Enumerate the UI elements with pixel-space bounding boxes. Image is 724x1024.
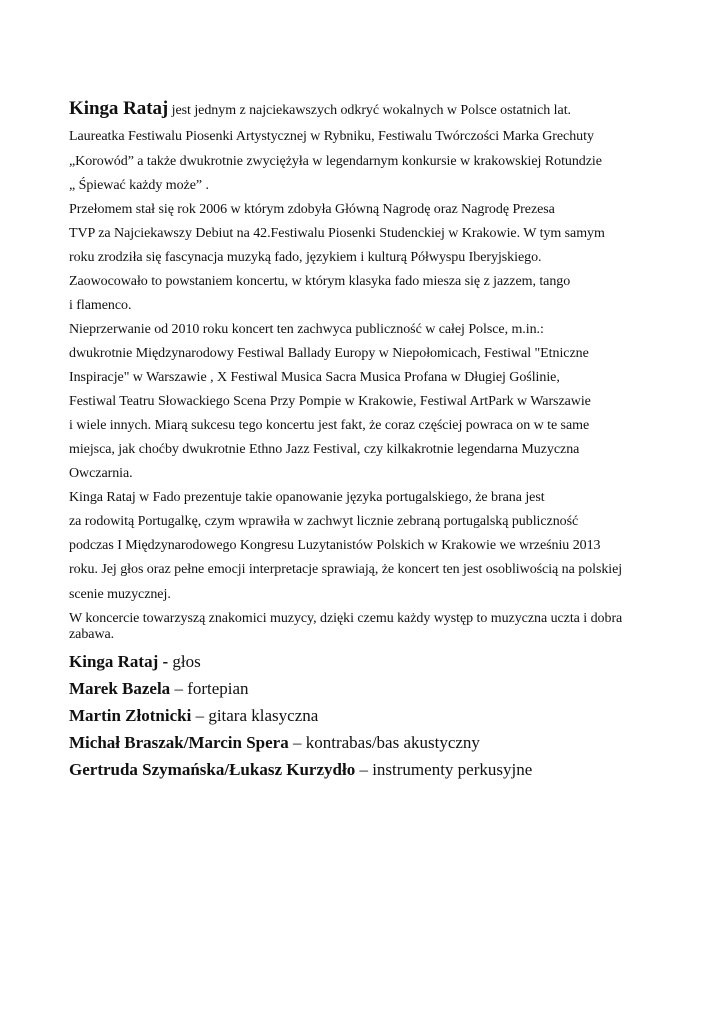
body-line: Owczarnia. bbox=[69, 466, 133, 481]
intro-line bbox=[69, 98, 571, 119]
body-line: i flamenco. bbox=[69, 298, 132, 313]
body-line: zabawa. bbox=[69, 627, 115, 642]
musician-role: – fortepian bbox=[170, 679, 249, 698]
musician-line bbox=[69, 760, 532, 780]
body-line: dwukrotnie Międzynarodowy Festiwal Ballady Europy w Niepołomicach, Festiwal "Etniczne bbox=[69, 346, 589, 361]
body-line: scenie muzycznej. bbox=[69, 587, 171, 602]
musician-name: Gertruda Szymańska/Łukasz Kurzydło bbox=[69, 760, 356, 779]
body-line: TVP za Najciekawszy Debiut na 42.Festiwalu Piosenki Studenckiej w Krakowie. W tym samym bbox=[69, 226, 605, 241]
body-line: podczas I Międzynarodowego Kongresu Luzytanistów Polskich w Krakowie we wrześniu 2013 bbox=[69, 538, 601, 553]
musician-line bbox=[69, 733, 480, 753]
body-line: Kinga Rataj w Fado prezentuje takie opanowanie języka portugalskiego, że brana jest bbox=[69, 490, 545, 505]
body-line: Inspiracje" w Warszawie , X Festiwal Musica Sacra Musica Profana w Długiej Goślinie, bbox=[69, 370, 560, 385]
musician-line bbox=[69, 706, 318, 726]
body-line: „ Śpiewać każdy może” . bbox=[69, 178, 209, 193]
body-line: miejsca, jak choćby dwukrotnie Ethno Jazz Festival, czy kilkakrotnie legendarna Muzyczna bbox=[69, 442, 580, 457]
body-line: „Korowód” a także dwukrotnie zwyciężyła w legendarnym konkursie w krakowskiej Rotundzie bbox=[69, 154, 602, 169]
body-line: roku. Jej głos oraz pełne emocji interpretacje sprawiają, że koncert ten jest osobliwością na polskiej bbox=[69, 562, 623, 577]
musician-role: głos bbox=[168, 652, 201, 671]
body-line: roku zrodziła się fascynacja muzyką fado, językiem i kulturą Półwyspu Iberyjskiego. bbox=[69, 250, 542, 265]
musician-role: – gitara klasyczna bbox=[191, 706, 319, 725]
musician-role: – instrumenty perkusyjne bbox=[355, 760, 533, 779]
artist-name: Kinga Rataj bbox=[69, 98, 169, 119]
body-line: W koncercie towarzyszą znakomici muzycy, dzięki czemu każdy występ to muzyczna uczta i dobra bbox=[69, 611, 623, 626]
musician-line bbox=[69, 652, 201, 672]
musician-name: Kinga Rataj - bbox=[69, 652, 169, 671]
body-line: Zaowocowało to powstaniem koncertu, w którym klasyka fado miesza się z jazzem, tango bbox=[69, 274, 571, 289]
body-line: za rodowitą Portugalkę, czym wprawiła w zachwyt licznie zebraną portugalską publiczność bbox=[69, 514, 579, 529]
body-line: i wiele innych. Miarą sukcesu tego koncertu jest fakt, że coraz częściej powraca on w te same bbox=[69, 418, 590, 433]
body-line: Nieprzerwanie od 2010 roku koncert ten zachwyca publiczność w całej Polsce, m.in.: bbox=[69, 322, 544, 337]
body-line: Laureatka Festiwalu Piosenki Artystycznej w Rybniku, Festiwalu Twórczości Marka Grechuty bbox=[69, 129, 594, 144]
body-line: Przełomem stał się rok 2006 w którym zdobyła Główną Nagrodę oraz Nagrodę Prezesa bbox=[69, 202, 555, 217]
intro-text: jest jednym z najciekawszych odkryć wokalnych w Polsce ostatnich lat. bbox=[168, 103, 571, 118]
musician-name: Martin Złotnicki bbox=[69, 706, 192, 725]
musician-line bbox=[69, 679, 249, 699]
musician-name: Michał Braszak/Marcin Spera bbox=[69, 733, 289, 752]
body-line: Festiwal Teatru Słowackiego Scena Przy Pompie w Krakowie, Festiwal ArtPark w Warszawie bbox=[69, 394, 591, 409]
musician-role: – kontrabas/bas akustyczny bbox=[288, 733, 480, 752]
musician-name: Marek Bazela bbox=[69, 679, 171, 698]
